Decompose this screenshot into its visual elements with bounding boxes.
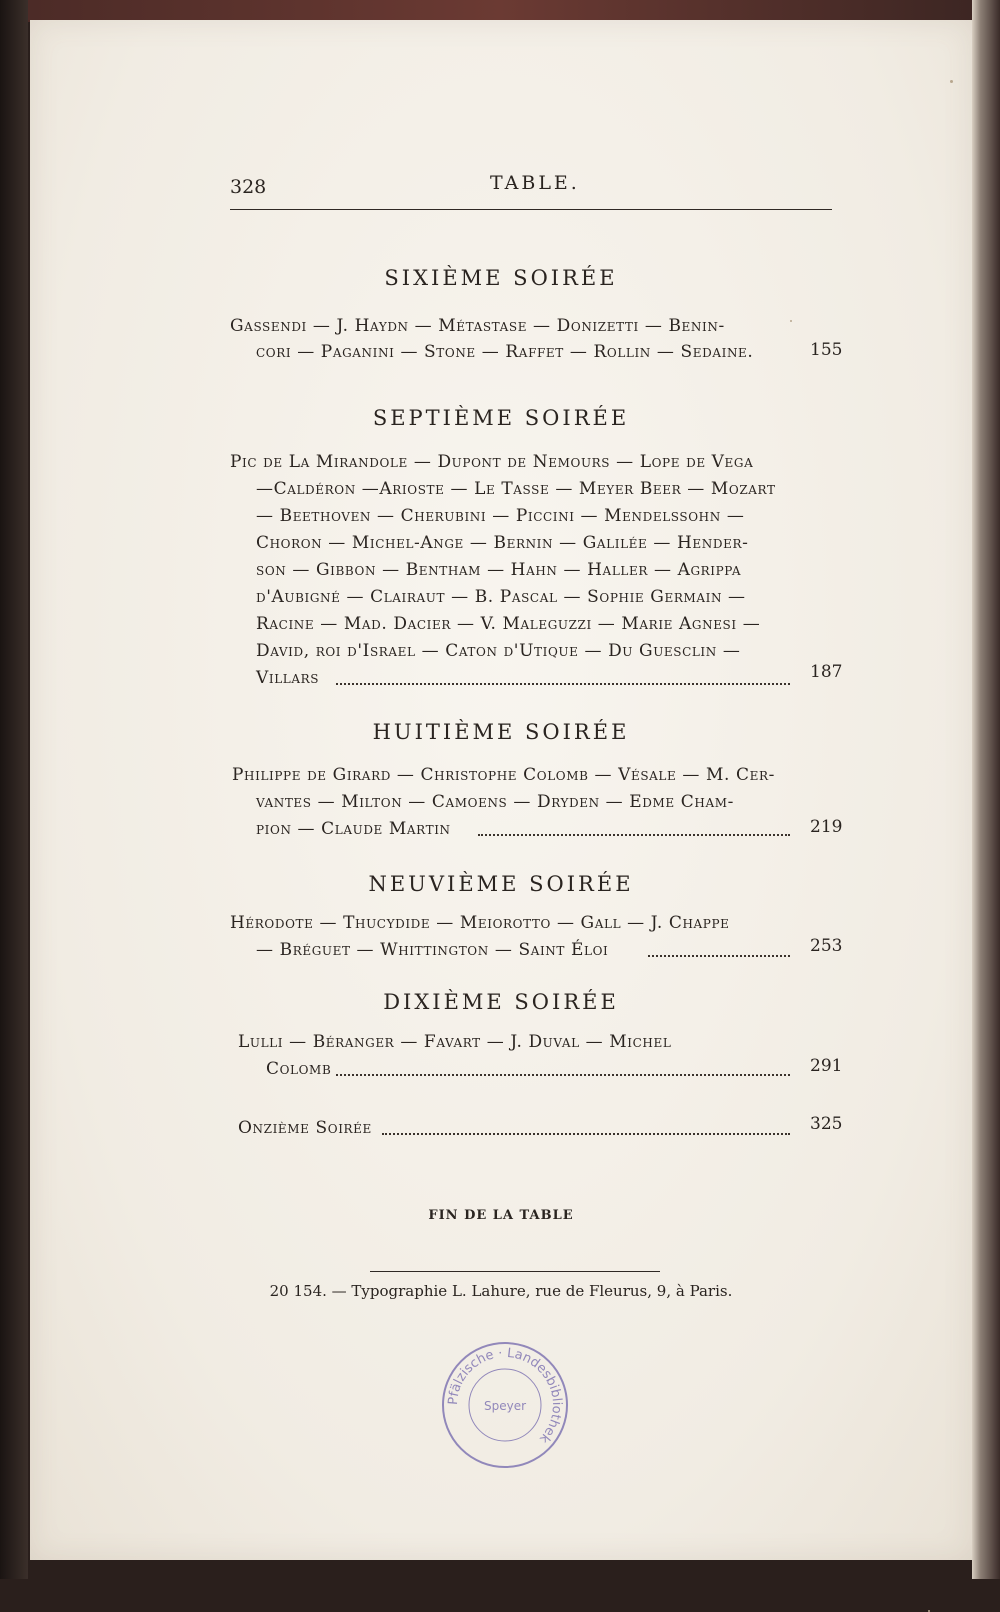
page-number: 328 bbox=[230, 176, 267, 198]
entry-line: Villars bbox=[256, 668, 320, 688]
book-page bbox=[30, 20, 972, 1560]
page-reference: 325 bbox=[810, 1114, 843, 1134]
book-page-edges-right bbox=[972, 0, 1000, 1579]
entry-line: Racine — Mad. Dacier — V. Maleguzzi — Marie Agnesi — bbox=[256, 614, 761, 634]
book-top-edge bbox=[0, 0, 1000, 22]
section-title-neuvieme: NEUVIÈME SOIRÉE bbox=[368, 872, 634, 896]
entry-line: son — Gibbon — Bentham — Hahn — Haller — Agrippa bbox=[256, 560, 742, 580]
header-rule bbox=[230, 209, 832, 210]
section-title-septieme: SEPTIÈME SOIRÉE bbox=[372, 406, 630, 430]
page-reference: 219 bbox=[810, 817, 843, 837]
printer-imprint: 20 154. — Typographie L. Lahure, rue de Fleurus, 9, à Paris. bbox=[269, 1282, 733, 1300]
entry-line: — Bréguet — Whittington — Saint Éloi bbox=[256, 940, 609, 960]
entry-line: Choron — Michel-Ange — Bernin — Galilée — Hender- bbox=[256, 533, 749, 553]
entry-line: —Caldéron —Arioste — Le Tasse — Meyer Beer — Mozart bbox=[256, 479, 776, 499]
dot-leader bbox=[648, 955, 790, 957]
page-reference: 155 bbox=[810, 340, 843, 360]
end-of-table: FIN DE LA TABLE bbox=[428, 1208, 574, 1223]
imprint-rule bbox=[370, 1271, 660, 1272]
entry-line-onzieme: Onzième Soirée bbox=[238, 1118, 372, 1138]
entry-line: — Beethoven — Cherubini — Piccini — Mendelssohn — bbox=[256, 506, 745, 526]
library-stamp bbox=[440, 1340, 570, 1470]
stamp-center-text: Speyer bbox=[483, 1399, 527, 1413]
book-binding-left bbox=[0, 0, 28, 1579]
section-title-dixieme: DIXIÈME SOIRÉE bbox=[383, 990, 619, 1014]
running-title: TABLE. bbox=[490, 172, 580, 194]
section-title-huitieme: HUITIÈME SOIRÉE bbox=[372, 720, 630, 744]
entry-line: Lulli — Béranger — Favart — J. Duval — Michel bbox=[238, 1032, 672, 1052]
entry-line: Pic de La Mirandole — Dupont de Nemours — Lope de Vega bbox=[230, 452, 754, 472]
entry-line: vantes — Milton — Camoens — Dryden — Edme Cham- bbox=[256, 792, 734, 812]
entry-line: Hérodote — Thucydide — Meiorotto — Gall — J. Chappe bbox=[230, 913, 730, 933]
dot-leader bbox=[336, 683, 790, 685]
entry-line: Colomb bbox=[266, 1059, 332, 1079]
entry-line: d'Aubigné — Clairaut — B. Pascal — Sophie Germain — bbox=[256, 587, 746, 607]
entry-line: Philippe de Girard — Christophe Colomb — Vésale — M. Cer- bbox=[232, 765, 775, 785]
entry-line: Gassendi — J. Haydn — Métastase — Donizetti — Benin- bbox=[230, 316, 725, 336]
entry-line: pion — Claude Martin bbox=[256, 819, 451, 839]
page-reference: 253 bbox=[810, 936, 843, 956]
page-reference: 291 bbox=[810, 1056, 843, 1076]
paper-speck bbox=[950, 80, 953, 83]
page-reference: 187 bbox=[810, 662, 843, 682]
dot-leader bbox=[382, 1133, 790, 1135]
dot-leader bbox=[478, 834, 790, 836]
dot-leader bbox=[336, 1074, 790, 1076]
entry-line: David, roi d'Israel — Caton d'Utique — Du Guesclin — bbox=[256, 641, 741, 661]
stamp-ring-text: Pfälzische · Landesbibliothek bbox=[445, 1345, 565, 1446]
section-title-sixieme: SIXIÈME SOIRÉE bbox=[384, 266, 618, 290]
paper-speck bbox=[790, 320, 792, 322]
entry-line: cori — Paganini — Stone — Raffet — Rollin — Sedaine. bbox=[256, 342, 754, 362]
